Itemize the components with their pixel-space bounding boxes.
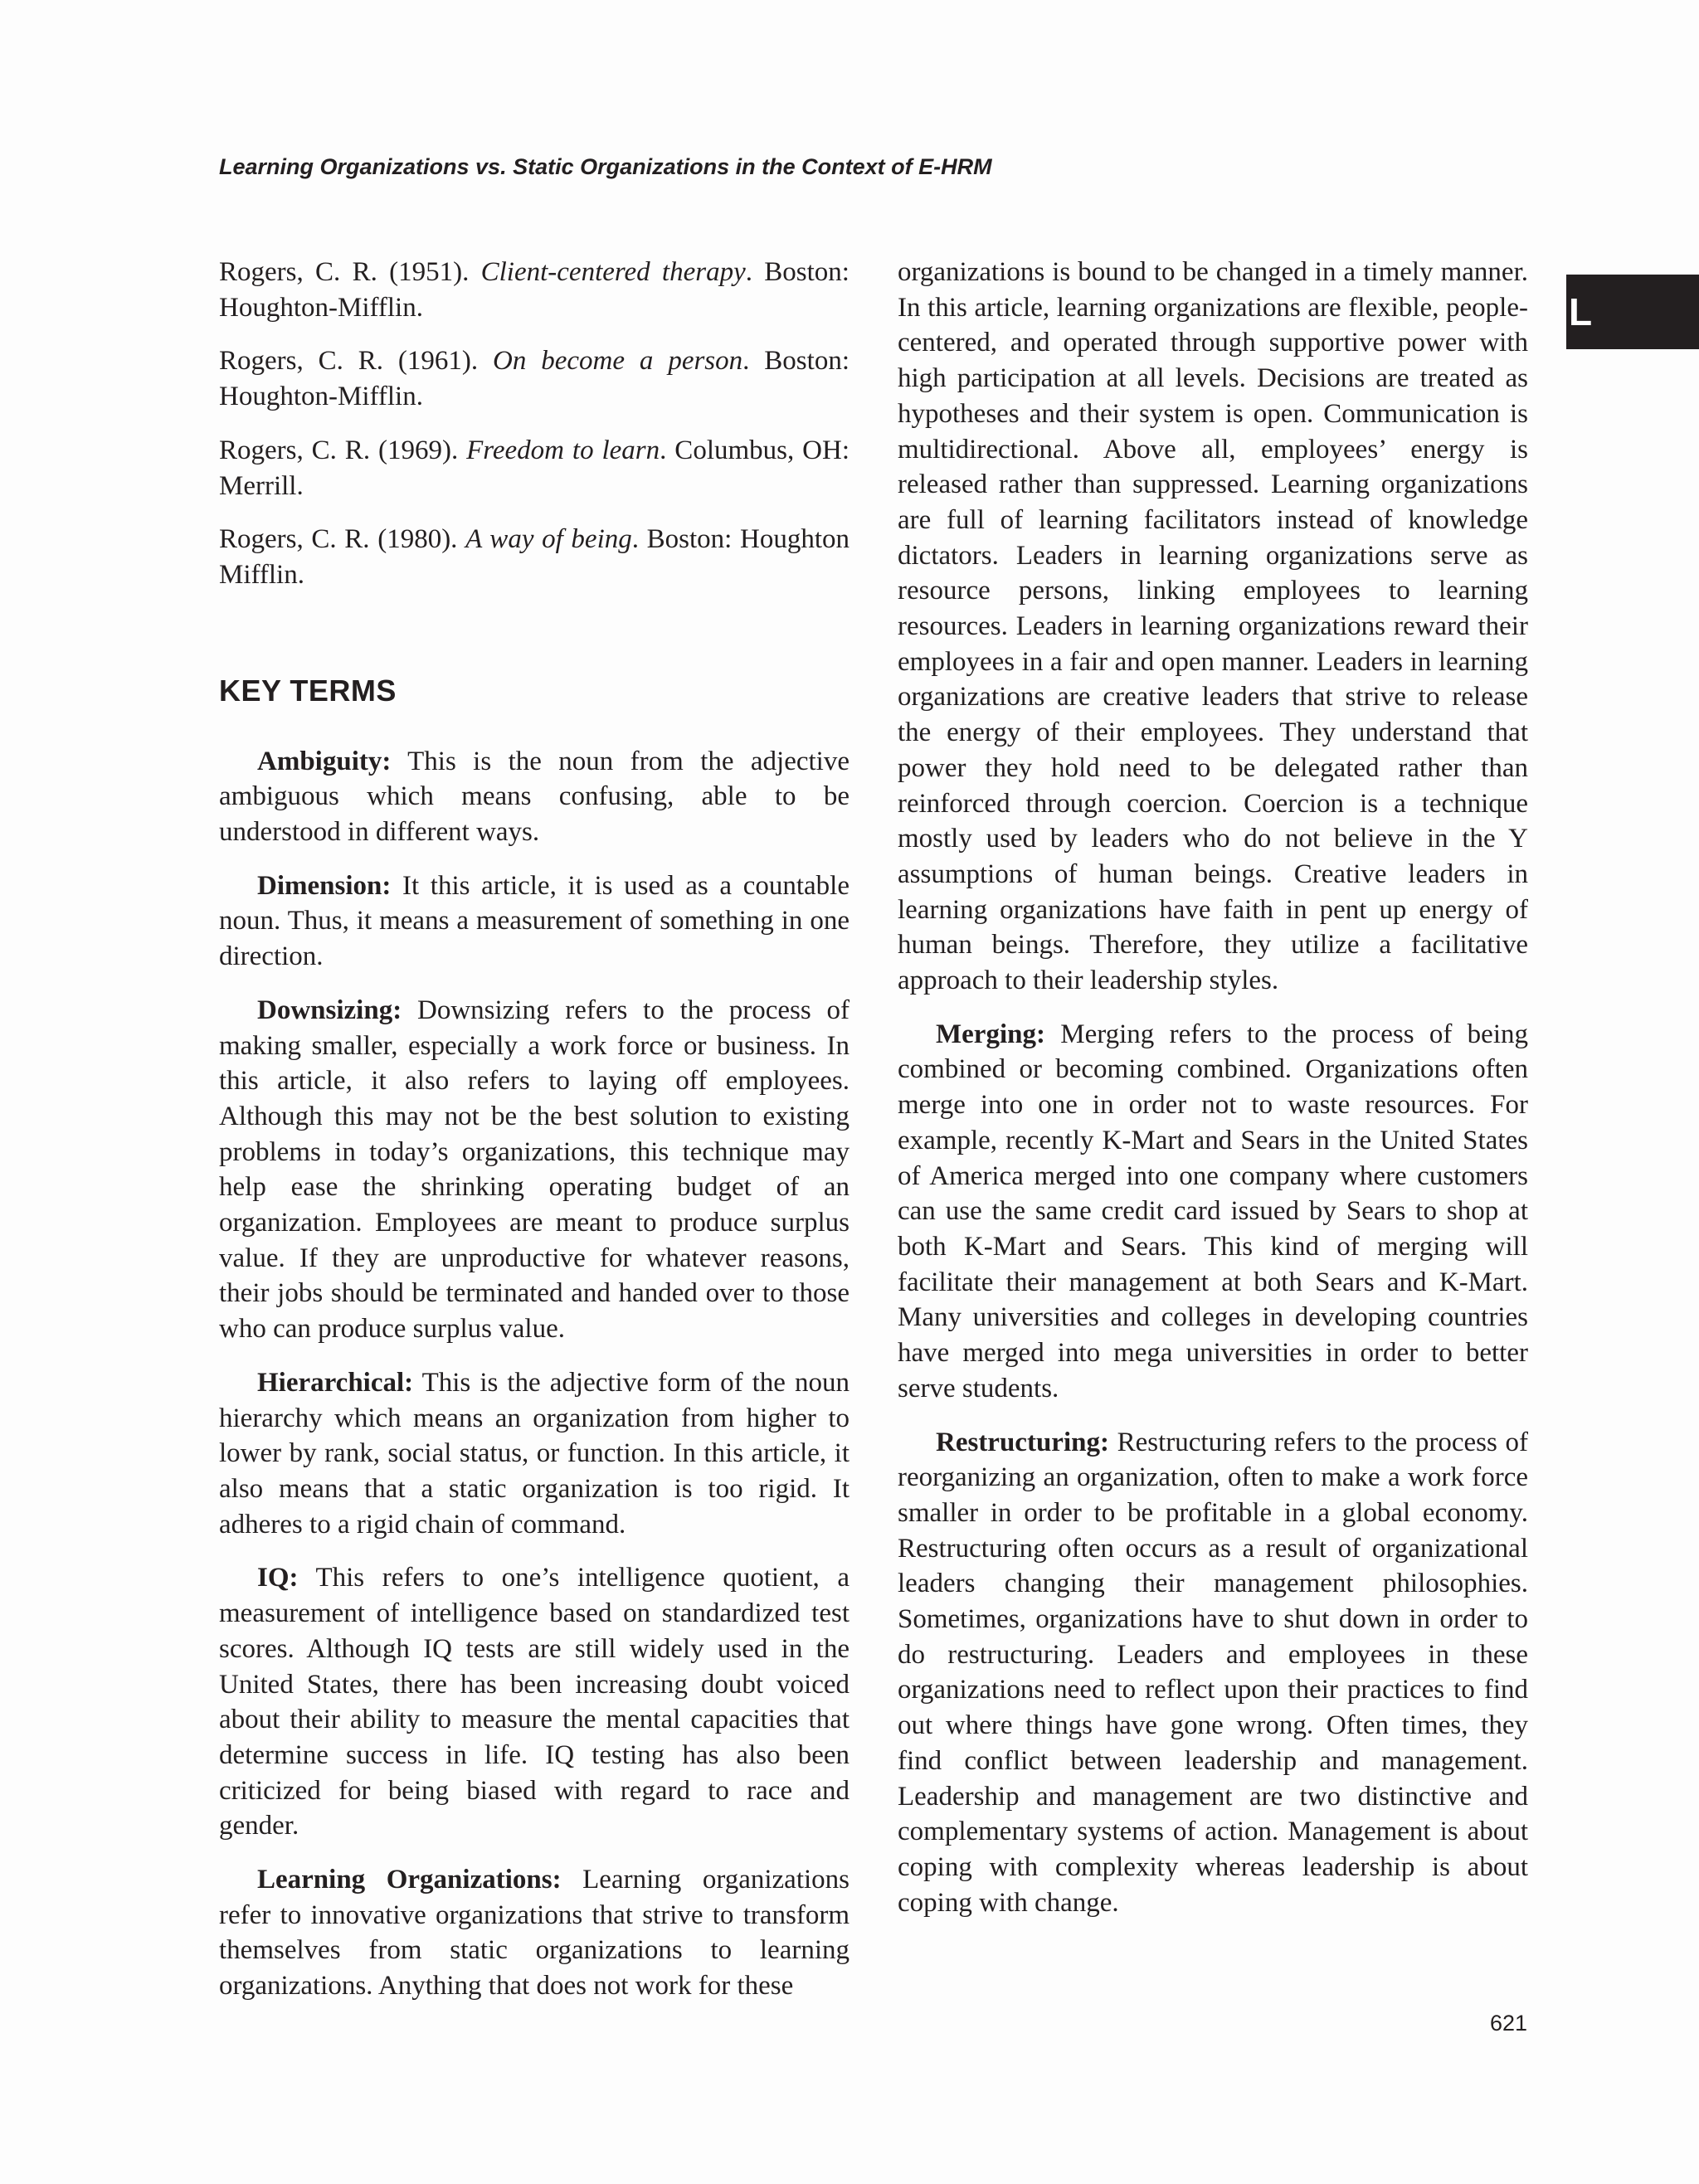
definition-ambiguity: Ambiguity: This is the noun from the adjective ambiguous which means confusing, able to be understood in different ways. [219,746,850,848]
definition-dimension: Dimension: It this article, it is used as a countable noun. Thus, it means a measurement of something in one direction. [219,870,850,972]
reference-entry: Rogers, C. R. (1951). Client-centered therapy. Boston: Houghton-Mifflin. [219,257,850,323]
left-column [219,255,850,2022]
right-column [898,255,1528,1938]
definition-merging: Merging: Merging refers to the process of being combined or becoming combined. Organizations often merge into one in order not to waste resources. For example, recently K-Mart and Sears in the United States of America merged into one company where customers can use the same credit card issued by Sears to shop at both K-Mart and Sears. This kind of merging will facilitate their management at both Sears and K-Mart. Many universities and colleges in developing countries have merged into mega universities in order to better serve students. [898,1019,1528,1403]
definition-iq: IQ: This refers to one’s intelligence quotient, a measurement of intelligence based on standardized test scores. Although IQ tests are still widely used in the United States, there has been increasing doubt voiced about their ability to measure the mental capacities that determine success in life. IQ testing has also been criticized for being biased with regard to race and gender. [219,1563,850,1841]
definition-learning-organizations: Learning Organizations: Learning organizations refer to innovative organizations that strive to transform themselves from static organizations to learning organizations. Anything that does not work for these [219,1865,850,2002]
key-terms-heading: KEY TERMS [219,673,397,708]
page-number: 621 [1490,2011,1528,2036]
reference-entry: Rogers, C. R. (1961). On become a person. Boston: Houghton-Mifflin. [219,346,850,412]
reference-entry: Rogers, C. R. (1969). Freedom to learn. Columbus, OH: Merrill. [219,435,850,501]
definition-restructuring: Restructuring: Restructuring refers to the process of reorganizing an organization, often to make a work force smaller in order to be profitable in a global economy. Restructuring often occurs as a result of organizational leaders changing their management philosophies. Sometimes, organizations have to shut down in order to do restructuring. Leaders and employees in these organizations need to reflect upon their practices to find out where things have gone wrong. Often times, they find conflict between leadership and management. Leadership and management are two distinctive and complementary systems of action. Management is about coping with complexity whereas leadership is about coping with change. [898,1427,1528,1918]
definition-downsizing: Downsizing: Downsizing refers to the process of making smaller, especially a work force or business. In this article, it also refers to laying off employees. Although this may not be the best solution to existing problems in today’s organizations, this technique may help ease the shrinking operating budget of an organization. Employees are meant to produce surplus value. If they are unproductive for whatever reasons, their jobs should be terminated and handed over to those who can produce surplus value. [219,995,850,1345]
running-head: Learning Organizations vs. Static Organizations in the Context of E-HRM [219,154,992,179]
reference-entry: Rogers, C. R. (1980). A way of being. Boston: Houghton Mifflin. [219,524,850,590]
definition-learning-organizations-continued: organizations is bound to be changed in a timely manner. In this article, learning organizations are flexible, people-centered, and operated through supportive power with high participation at all levels. Decisions are treated as hypotheses and their system is open. Communication is multidirectional. Above all, employees’ energy is released rather than suppressed. Learning organizations are full of learning facilitators instead of knowledge dictators. Leaders in learning organizations serve as resource persons, linking employees to learning resources. Leaders in learning organizations reward their employees in a fair and open manner. Leaders in learning organizations are creative leaders that strive to release the energy of their employees. They understand that power they hold need to be delegated rather than reinforced through coercion. Coercion is a technique mostly used by leaders who do not believe in the Y assumptions of human beings. Creative leaders in learning organizations have faith in pent up energy of human beings. Therefore, they utilize a facilitative approach to their leadership styles. [898,257,1528,996]
definition-hierarchical: Hierarchical: This is the adjective form of the noun hierarchy which means an organization from higher to lower by rank, social status, or function. In this article, it also means that a static organization is too rigid. It adheres to a rigid chain of command. [219,1367,850,1540]
section-thumb-tab: L [1566,275,1699,349]
